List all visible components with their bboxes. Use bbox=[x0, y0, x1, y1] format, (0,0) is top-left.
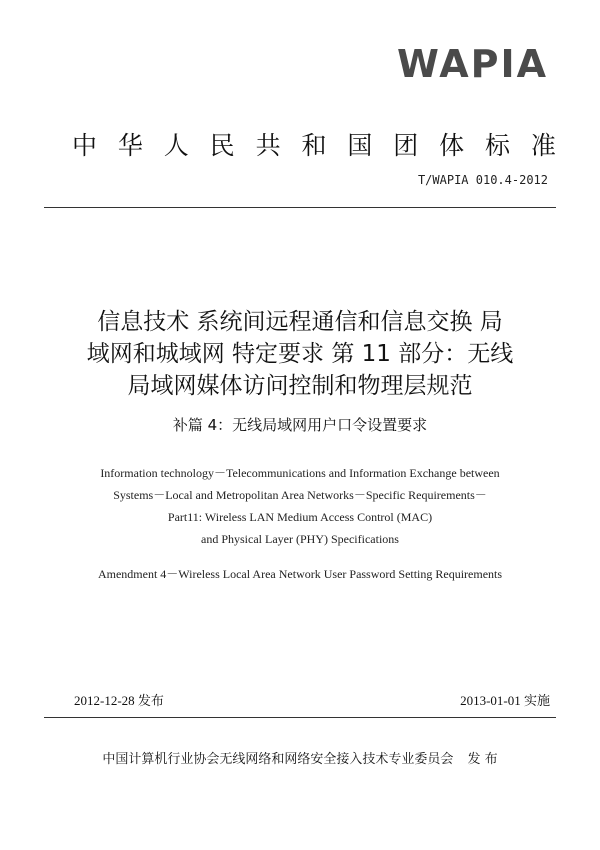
title-english-line: and Physical Layer (PHY) Specifications bbox=[201, 532, 399, 546]
org-title bbox=[72, 126, 556, 162]
org-title-char: 体 bbox=[439, 131, 465, 160]
title-chinese-line: 域网和城域网 特定要求 第 11 部分：无线 bbox=[86, 341, 514, 367]
title-english bbox=[30, 462, 570, 550]
title-english-line: Systems－Local and Metropolitan Area Networks－Specific Requirements－ bbox=[113, 488, 487, 502]
amendment-english: Amendment 4－Wireless Local Area Network User Password Setting Requirements bbox=[97, 567, 503, 581]
org-title-char: 国 bbox=[347, 131, 373, 160]
org-title-char: 团 bbox=[393, 131, 419, 160]
standard-number: T/WAPIA 010.4-2012 bbox=[417, 173, 548, 187]
org-title-char: 人 bbox=[163, 131, 189, 160]
org-title-char: 准 bbox=[530, 131, 556, 160]
org-title-char: 民 bbox=[209, 131, 235, 160]
title-chinese-line: 局域网媒体访问控制和物理层规范 bbox=[127, 373, 473, 399]
top-divider bbox=[44, 207, 556, 208]
wapia-logo: WAPIA bbox=[396, 42, 548, 86]
title-chinese bbox=[40, 306, 560, 402]
issue-date: 2012-12-28 发布 bbox=[74, 693, 164, 708]
org-title-char: 华 bbox=[117, 131, 143, 160]
org-title-char: 标 bbox=[485, 131, 511, 160]
org-title-char: 中 bbox=[72, 131, 98, 160]
org-title-char: 和 bbox=[301, 131, 327, 160]
title-english-line: Part11: Wireless LAN Medium Access Control (MAC) bbox=[167, 510, 433, 524]
title-chinese-line: 信息技术 系统间远程通信和信息交换 局 bbox=[97, 309, 503, 335]
implement-date: 2013-01-01 实施 bbox=[460, 693, 550, 708]
publish-action: 发 布 bbox=[467, 752, 498, 767]
publisher-line bbox=[40, 748, 560, 767]
org-title-char: 共 bbox=[255, 131, 281, 160]
publisher-name: 中国计算机行业协会无线网络和网络安全接入技术专业委员会 bbox=[102, 752, 454, 767]
subtitle-chinese: 补篇 4：无线局域网用户口令设置要求 bbox=[172, 416, 428, 434]
bottom-divider bbox=[44, 717, 556, 718]
title-english-line: Information technology－Telecommunications and Information Exchange between bbox=[100, 466, 500, 480]
